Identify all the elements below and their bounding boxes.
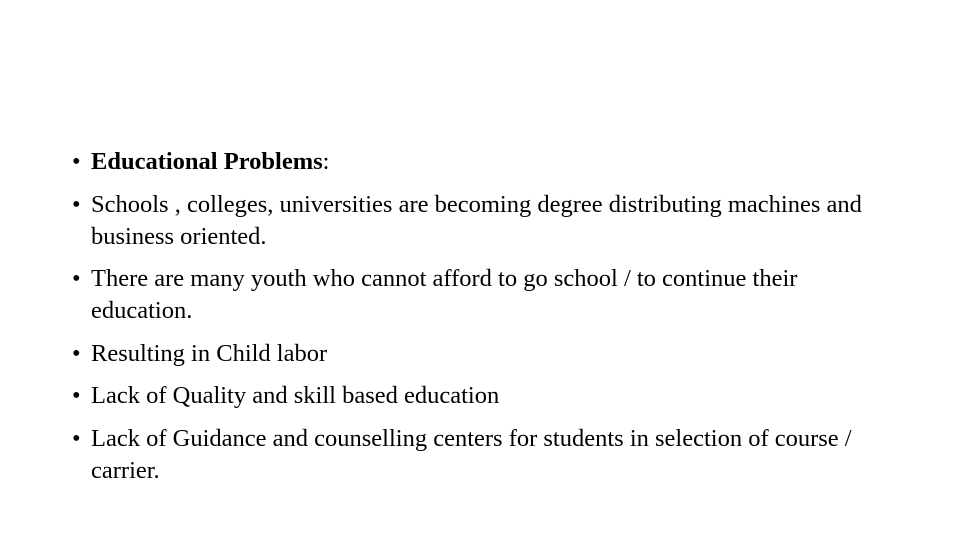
bullet-marker: • xyxy=(72,424,81,452)
bullet-list xyxy=(72,146,902,487)
heading-bold-text: Educational Problems xyxy=(91,148,323,175)
bullet-text: There are many youth who cannot afford to go school / to continue their education. xyxy=(91,265,798,324)
bullet-text: Lack of Quality and skill based education xyxy=(91,382,500,409)
bullet-marker: • xyxy=(72,190,81,218)
bullet-item xyxy=(72,338,902,370)
slide-body xyxy=(72,146,902,497)
bullet-marker: • xyxy=(72,265,81,292)
bullet-marker: • xyxy=(72,339,81,367)
bullet-text: Lack of Guidance and counselling centers for students in selection of course / carrier. xyxy=(91,424,852,484)
bullet-marker: • xyxy=(72,148,81,175)
bullet-text: Schools , colleges, universities are becoming degree distributing machines and business oriented. xyxy=(91,190,862,250)
bullet-item xyxy=(72,263,902,327)
bullet-item xyxy=(72,189,902,253)
bullet-marker: • xyxy=(72,382,81,409)
bullet-item xyxy=(72,380,902,412)
bullet-item xyxy=(72,423,902,487)
heading-colon: : xyxy=(322,148,330,175)
bullet-text: Resulting in Child labor xyxy=(91,339,328,367)
bullet-heading-text xyxy=(91,148,329,175)
bullet-heading xyxy=(72,146,902,178)
